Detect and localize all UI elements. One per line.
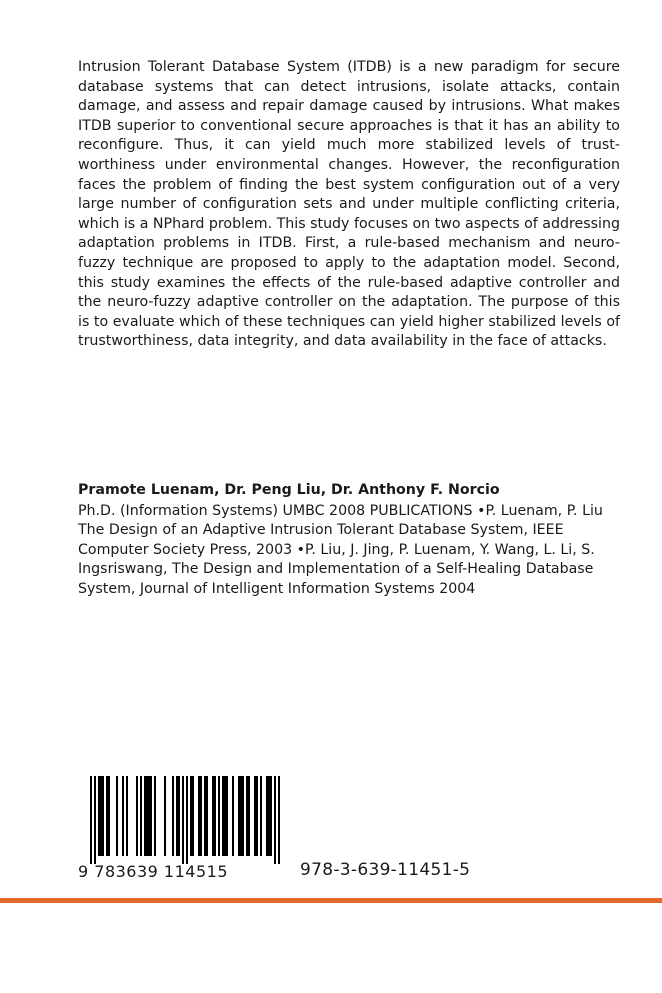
- barcode-bar: [136, 776, 138, 856]
- barcode-bar: [224, 776, 226, 856]
- barcode-bar: [178, 776, 180, 856]
- accent-rule: [0, 898, 662, 903]
- barcode: [78, 776, 298, 886]
- barcode-bar: [248, 776, 250, 856]
- barcode-bar: [238, 776, 240, 856]
- barcode-bar: [146, 776, 148, 856]
- barcode-bar: [192, 776, 194, 856]
- abstract-text: Intrusion Tolerant Database System (ITDB) is a new paradigm for secure database systems that can detect intrusions, isolate attacks, contain damage, and assess and repair damage caused by intrusions. What makes ITDB superior to conventional secure approaches is that it has an ability to reconfigure. Thus, it can yield much more stabilized levels of trust-worthiness under environmental changes. However, the reconfiguration faces the problem of finding the best system configuration out of a very large number of configuration sets and under multiple conflicting criteria, which is a NPhard problem. This study focuses on two aspects of addressing adaptation problems in ITDB. First, a rule-based mechanism and neuro-fuzzy technique are proposed to apply to the adaptation model. Second, this study examines the effects of the rule-based adaptive controller and the neuro-fuzzy adaptive controller on the adaptation. The purpose of this is to evaluate which of these techniques can yield higher stabilized levels of trustworthiness, data integrity, and data availability in the face of attacks.: [78, 59, 620, 350]
- barcode-guard-bar: [90, 776, 92, 864]
- barcode-guard-bar: [186, 776, 188, 864]
- author-names: Pramote Luenam, Dr. Peng Liu, Dr. Anthony F. Norcio: [78, 482, 500, 498]
- barcode-bar: [98, 776, 100, 856]
- barcode-bar: [172, 776, 174, 856]
- barcode-guard-bar: [278, 776, 280, 864]
- barcode-bar: [140, 776, 142, 856]
- barcode-bars: [78, 776, 288, 864]
- barcode-bar: [102, 776, 104, 856]
- barcode-bar: [204, 776, 206, 856]
- barcode-bar: [266, 776, 268, 856]
- barcode-bar: [126, 776, 128, 856]
- barcode-bar: [190, 776, 192, 856]
- barcode-bar: [212, 776, 214, 856]
- barcode-bar: [148, 776, 150, 856]
- barcode-bar: [200, 776, 202, 856]
- barcode-bar: [150, 776, 152, 856]
- barcode-bar: [256, 776, 258, 856]
- barcode-bar: [232, 776, 234, 856]
- barcode-bar: [144, 776, 146, 856]
- barcode-bar: [108, 776, 110, 856]
- barcode-bar: [242, 776, 244, 856]
- author-bio: Ph.D. (Information Systems) UMBC 2008 PUBLICATIONS •P. Luenam, P. Liu The Design of an Adaptive Intrusion Tolerant Database System, IEEE Computer Society Press, 2003 •P. Liu, J. Jing, P. Luenam, Y. Wang, L. Li, S. Ingsriswang, The Design and Implementation of a Self-Healing Database System, Journal of Intelligent Information Systems 2004: [78, 502, 603, 597]
- barcode-bar: [176, 776, 178, 856]
- barcode-bar: [214, 776, 216, 856]
- barcode-guard-bar: [274, 776, 276, 864]
- barcode-bar: [122, 776, 124, 856]
- barcode-bar: [240, 776, 242, 856]
- barcode-bar: [198, 776, 200, 856]
- barcode-bar: [100, 776, 102, 856]
- barcode-bar: [164, 776, 166, 856]
- barcode-bar: [226, 776, 228, 856]
- barcode-bar: [218, 776, 220, 856]
- barcode-bar: [246, 776, 248, 856]
- author-block: [78, 481, 623, 600]
- barcode-bar: [254, 776, 256, 856]
- barcode-bar: [222, 776, 224, 856]
- barcode-bar: [270, 776, 272, 856]
- barcode-bar: [260, 776, 262, 856]
- barcode-bar: [116, 776, 118, 856]
- isbn-number: 978-3-639-11451-5: [300, 860, 471, 880]
- barcode-guard-bar: [182, 776, 184, 864]
- barcode-guard-bar: [94, 776, 96, 864]
- barcode-bar: [268, 776, 270, 856]
- barcode-bar: [154, 776, 156, 856]
- barcode-bar: [206, 776, 208, 856]
- barcode-bar: [106, 776, 108, 856]
- barcode-digits: 9 783639 114515: [78, 862, 229, 881]
